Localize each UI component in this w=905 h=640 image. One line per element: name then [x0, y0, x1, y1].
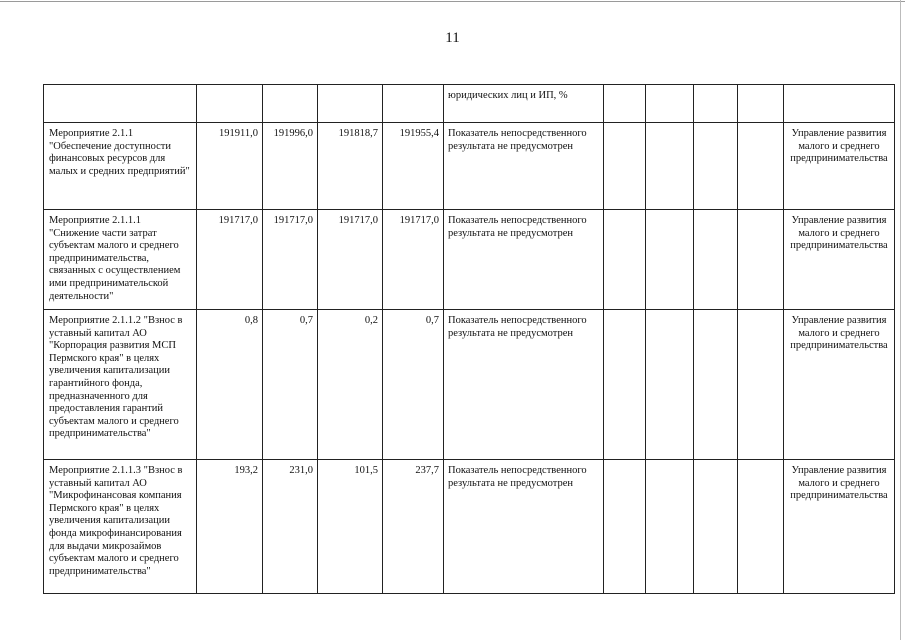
value-cell — [263, 85, 318, 123]
value-cell: 191996,0 — [263, 123, 318, 210]
activity-cell: Мероприятие 2.1.1.2 "Взнос в уставный капитал АО "Корпорация развития МСП Пермского края" в целях увеличения капитализации гарантийного фонда, предназначенного для предоставления гарантий субъектам малого и среднего предпринимательства" — [44, 310, 197, 460]
indicator-cell: юридических лиц и ИП, % — [444, 85, 604, 123]
activity-cell: Мероприятие 2.1.1.1 "Снижение части затрат субъектам малого и среднего предпринимательства, связанных с осуществлением ими предпринимательской деятельности" — [44, 210, 197, 310]
empty-cell — [738, 210, 784, 310]
responsible-cell: Управление развития малого и среднего предпринимательства — [784, 310, 895, 460]
empty-cell — [694, 85, 738, 123]
value-cell: 0,7 — [263, 310, 318, 460]
indicator-cell: Показатель непосредственного результата не предусмотрен — [444, 123, 604, 210]
value-cell: 191955,4 — [383, 123, 444, 210]
responsible-cell: Управление развития малого и среднего предпринимательства — [784, 210, 895, 310]
value-cell: 0,8 — [197, 310, 263, 460]
empty-cell — [694, 123, 738, 210]
value-cell — [383, 85, 444, 123]
empty-cell — [694, 210, 738, 310]
empty-cell — [604, 210, 646, 310]
scan-edge — [900, 0, 905, 640]
empty-cell — [604, 460, 646, 594]
activity-cell — [44, 85, 197, 123]
program-table — [43, 84, 895, 594]
table-row — [44, 460, 895, 594]
table-row — [44, 210, 895, 310]
responsible-cell — [784, 85, 895, 123]
value-cell: 0,7 — [383, 310, 444, 460]
empty-cell — [646, 310, 694, 460]
activity-cell: Мероприятие 2.1.1.3 "Взнос в уставный капитал АО "Микрофинансовая компания Пермского края" в целях увеличения капитализации фонда микрофинансирования для выдачи микрозаймов субъектам малого и среднего предпринимательства" — [44, 460, 197, 594]
empty-cell — [646, 85, 694, 123]
value-cell — [197, 85, 263, 123]
table-row — [44, 123, 895, 210]
empty-cell — [738, 310, 784, 460]
empty-cell — [738, 123, 784, 210]
value-cell: 191911,0 — [197, 123, 263, 210]
value-cell — [318, 85, 383, 123]
empty-cell — [646, 210, 694, 310]
continuation-row — [44, 85, 895, 123]
value-cell: 101,5 — [318, 460, 383, 594]
indicator-cell: Показатель непосредственного результата не предусмотрен — [444, 460, 604, 594]
value-cell: 191818,7 — [318, 123, 383, 210]
value-cell: 191717,0 — [197, 210, 263, 310]
empty-cell — [738, 460, 784, 594]
value-cell: 237,7 — [383, 460, 444, 594]
empty-cell — [604, 123, 646, 210]
empty-cell — [694, 310, 738, 460]
indicator-cell: Показатель непосредственного результата не предусмотрен — [444, 210, 604, 310]
responsible-cell: Управление развития малого и среднего предпринимательства — [784, 460, 895, 594]
table-row — [44, 310, 895, 460]
empty-cell — [738, 85, 784, 123]
responsible-cell: Управление развития малого и среднего предпринимательства — [784, 123, 895, 210]
value-cell: 191717,0 — [263, 210, 318, 310]
top-rule — [0, 1, 905, 2]
empty-cell — [646, 123, 694, 210]
indicator-cell: Показатель непосредственного результата не предусмотрен — [444, 310, 604, 460]
value-cell: 193,2 — [197, 460, 263, 594]
empty-cell — [604, 310, 646, 460]
activity-cell: Мероприятие 2.1.1 "Обеспечение доступности финансовых ресурсов для малых и средних предприятий" — [44, 123, 197, 210]
value-cell: 191717,0 — [318, 210, 383, 310]
value-cell: 0,2 — [318, 310, 383, 460]
empty-cell — [646, 460, 694, 594]
empty-cell — [604, 85, 646, 123]
empty-cell — [694, 460, 738, 594]
value-cell: 191717,0 — [383, 210, 444, 310]
page-number: 11 — [445, 30, 460, 46]
value-cell: 231,0 — [263, 460, 318, 594]
